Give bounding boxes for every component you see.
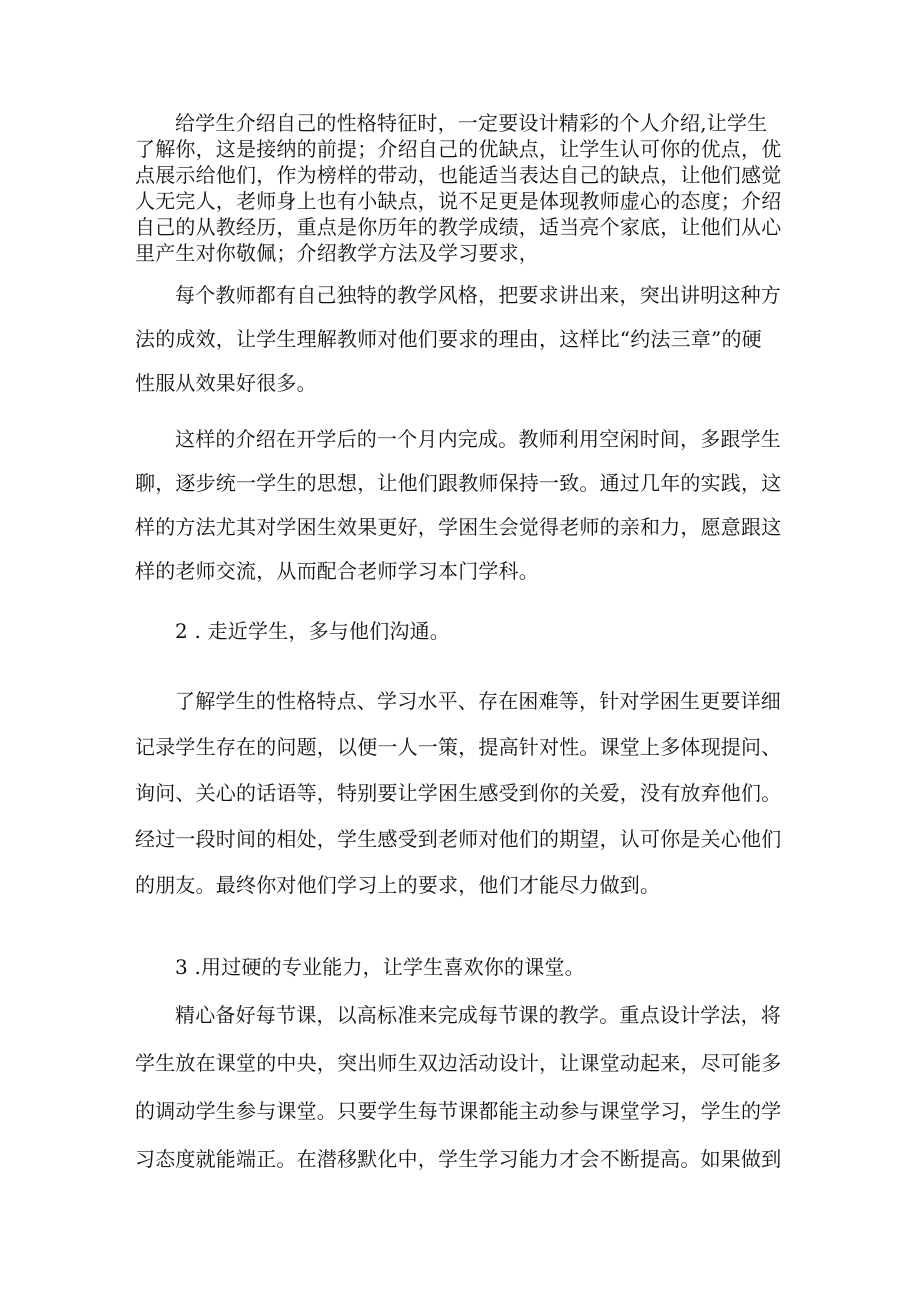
- paragraph-4-line-3: 询问、关心的话语等，特别要让学困生感受到你的关爱，没有放弃他们。: [135, 781, 782, 805]
- paragraph-3-line-1: 这样的介绍在开学后的一个月内完成。教师利用空闲时间，多跟学生: [175, 427, 781, 451]
- paragraph-3-line-3: 样的方法尤其对学困生效果更好，学困生会觉得老师的亲和力，愿意跟这: [135, 515, 782, 539]
- paragraph-4-line-2: 记录学生存在的问题，以便一人一策，提高针对性。课堂上多体现提问、: [135, 735, 782, 759]
- paragraph-4-line-1: 了解学生的性格特点、学习水平、存在困难等，针对学困生更要详细: [175, 689, 781, 713]
- paragraph-1-line-6: 里产生对你敬佩；介绍教学方法及学习要求，: [135, 241, 539, 265]
- paragraph-4-line-5: 的朋友。最终你对他们学习上的要求，他们才能尽力做到。: [135, 873, 661, 897]
- paragraph-5-line-1: 精心备好每节课，以高标准来完成每节课的教学。重点设计学法，将: [175, 1003, 781, 1027]
- paragraph-5-line-2: 学生放在课堂的中央，突出师生双边活动设计，让课堂动起来，尽可能多: [135, 1051, 782, 1075]
- paragraph-1-line-1: 给学生介绍自己的性格特征时，一定要设计精彩的个人介绍,让学生: [175, 111, 768, 135]
- paragraph-5-line-4: 习态度就能端正。在潜移默化中，学生学习能力才会不断提高。如果做到: [135, 1147, 782, 1171]
- paragraph-3-line-2: 聊，逐步统一学生的思想，让他们跟教师保持一致。通过几年的实践，这: [135, 471, 782, 495]
- paragraph-5-line-3: 的调动学生参与课堂。只要学生每节课都能主动参与课堂学习，学生的学: [135, 1099, 782, 1123]
- paragraph-1-line-4: 人无完人，老师身上也有小缺点，说不足更是体现教师虚心的态度；介绍: [135, 189, 782, 213]
- paragraph-1-line-2: 了解你，这是接纳的前提；介绍自己的优缺点，让学生认可你的优点，优: [135, 137, 782, 161]
- paragraph-1-line-5: 自己的从教经历，重点是你历年的教学成绩，适当亮个家底，让他们从心: [135, 215, 782, 239]
- paragraph-2-line-2: 法的成效，让学生理解教师对他们要求的理由，这样比“约法三章”的硬: [135, 327, 762, 351]
- paragraph-2-line-1: 每个教师都有自己独特的教学风格，把要求讲出来，突出讲明这种方: [175, 283, 781, 307]
- paragraph-4-line-4: 经过一段时间的相处，学生感受到老师对他们的期望，认可你是关心他们: [135, 827, 782, 851]
- paragraph-1-line-3: 点展示给他们，作为榜样的带动，也能适当表达自己的缺点，让他们感觉: [135, 163, 782, 187]
- section-heading-3: 3 .用过硬的专业能力，让学生喜欢你的课堂。: [175, 955, 585, 979]
- paragraph-3-line-4: 样的老师交流，从而配合老师学习本门学科。: [135, 559, 539, 583]
- section-heading-2: 2 . 走近学生，多与他们沟通。: [175, 619, 450, 643]
- paragraph-2-line-3: 性服从效果好很多。: [135, 371, 317, 395]
